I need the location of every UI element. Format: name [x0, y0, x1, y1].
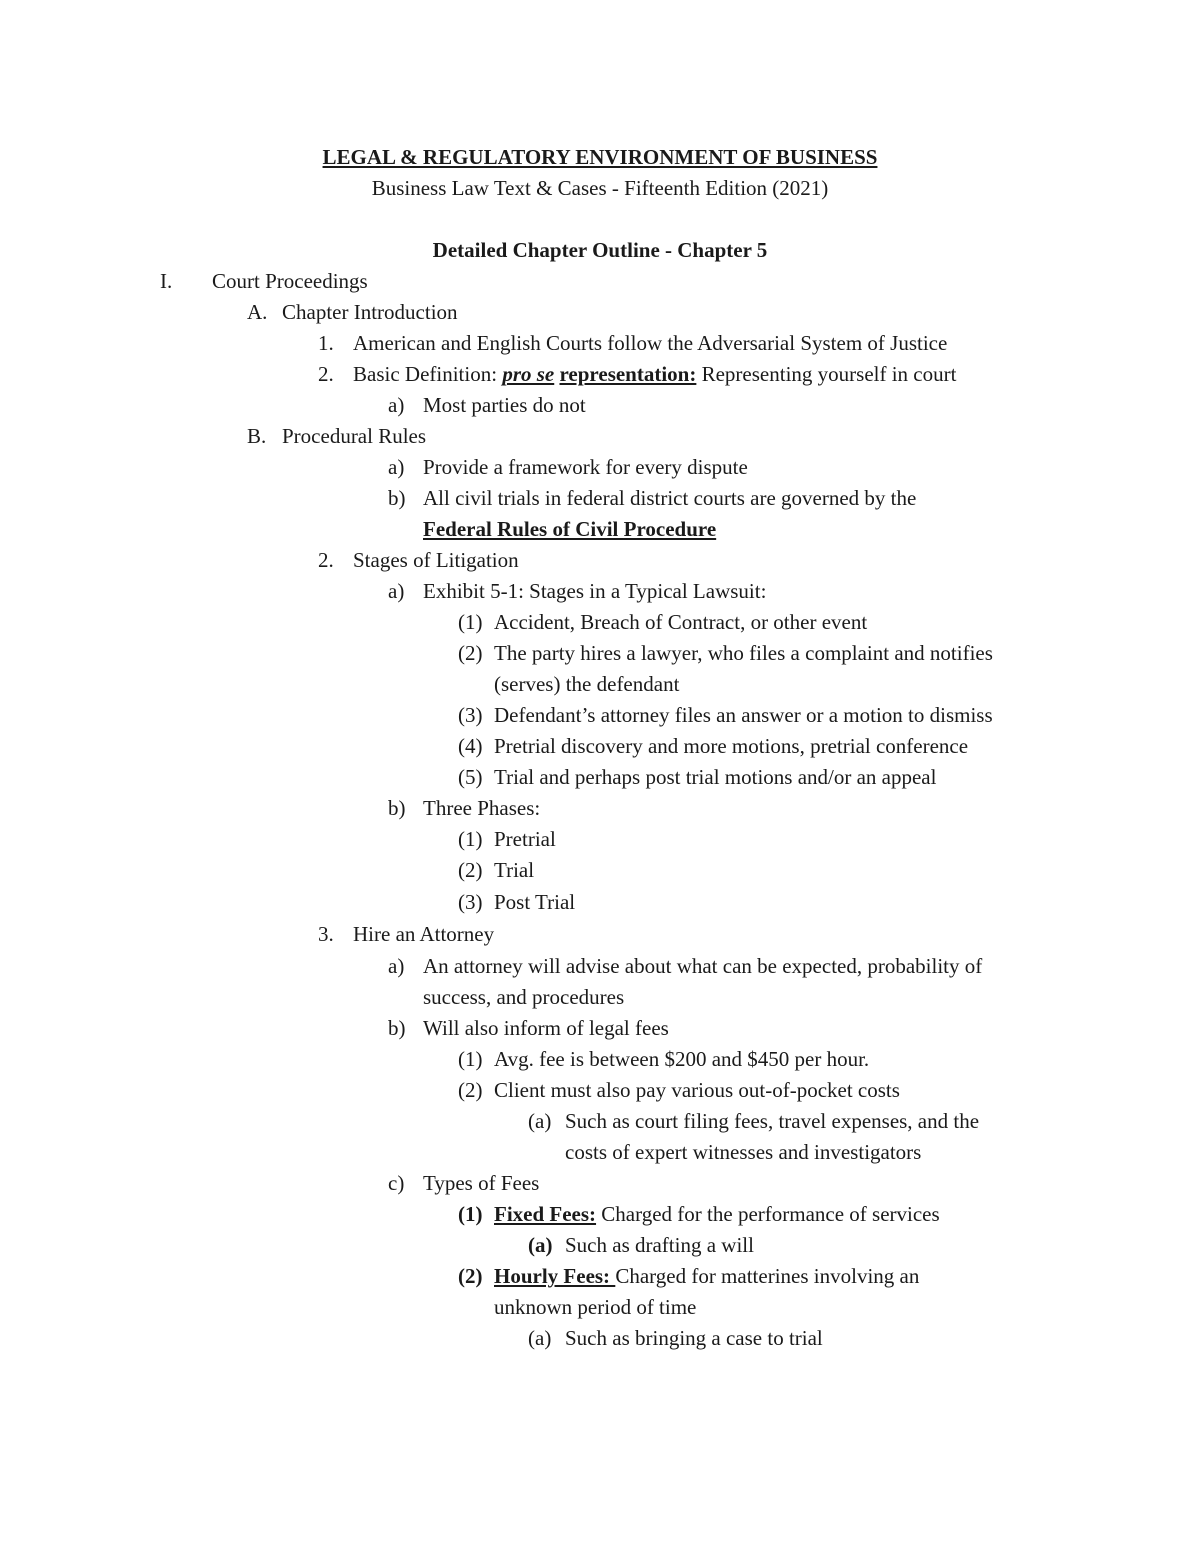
term-pro-se: pro se: [502, 362, 555, 386]
term-representation: representation:: [559, 362, 697, 386]
outline-marker: A.: [247, 300, 268, 324]
outline-text: Types of Fees: [423, 1171, 540, 1195]
outline-text: Pretrial: [494, 827, 556, 851]
outline-marker: B.: [247, 424, 267, 448]
outline-text: Trial and perhaps post trial motions and/or an appeal: [494, 765, 937, 789]
outline-marker: (1): [458, 1202, 483, 1226]
outline-marker: c): [388, 1171, 405, 1195]
outline-text: Will also inform of legal fees: [423, 1016, 669, 1040]
outline-text: unknown period of time: [494, 1295, 697, 1319]
outline-text: Defendant’s attorney files an answer or a motion to dismiss: [494, 703, 993, 727]
outline-marker: b): [388, 486, 406, 510]
outline-text: The party hires a lawyer, who files a complaint and notifies: [494, 641, 993, 665]
outline-text: Such as bringing a case to trial: [565, 1326, 823, 1350]
outline-marker: 2.: [318, 362, 334, 386]
outline-marker: (a): [528, 1326, 552, 1350]
outline-marker: (3): [458, 890, 483, 914]
outline-marker: a): [388, 393, 405, 417]
outline-marker: (3): [458, 703, 483, 727]
outline-marker: (2): [458, 1078, 483, 1102]
term-federal-rules: Federal Rules of Civil Procedure: [423, 517, 717, 541]
outline-marker: a): [388, 954, 405, 978]
definition-text: Charged for matterines involving an: [615, 1264, 920, 1288]
outline-text: Client must also pay various out-of-pocket costs: [494, 1078, 900, 1102]
outline-marker: (2): [458, 1264, 483, 1288]
outline-text: Three Phases:: [423, 796, 541, 820]
outline-text: Most parties do not: [423, 393, 586, 417]
definition-text: Representing yourself in court: [696, 362, 957, 386]
outline-marker: b): [388, 796, 406, 820]
outline-text: Exhibit 5-1: Stages in a Typical Lawsuit:: [423, 579, 767, 603]
outline-marker: b): [388, 1016, 406, 1040]
outline-text: costs of expert witnesses and investigators: [565, 1140, 922, 1164]
definition-text: Charged for the performance of services: [596, 1202, 940, 1226]
outline-text: Such as drafting a will: [565, 1233, 754, 1257]
outline-marker: (1): [458, 827, 483, 851]
outline-marker: (2): [458, 858, 483, 882]
document-subtitle: Business Law Text & Cases - Fifteenth Edition (2021): [371, 176, 829, 200]
outline-marker: a): [388, 455, 405, 479]
outline-text: Post Trial: [494, 890, 576, 914]
outline-text: Procedural Rules: [282, 424, 427, 448]
outline-marker: (2): [458, 641, 483, 665]
outline-text: Provide a framework for every dispute: [423, 455, 748, 479]
outline-marker: I.: [160, 269, 173, 293]
outline-marker: 3.: [318, 922, 334, 946]
outline-text: [494, 1200, 940, 1228]
outline-text: Such as court filing fees, travel expenses, and the: [565, 1109, 980, 1133]
outline-text: Court Proceedings: [212, 269, 368, 293]
outline-text: Pretrial discovery and more motions, pretrial conference: [494, 734, 969, 758]
outline-marker: (1): [458, 1047, 483, 1071]
outline-marker: 1.: [318, 331, 334, 355]
outline-text: [353, 360, 956, 388]
outline-marker: (4): [458, 734, 483, 758]
outline-text: Hire an Attorney: [353, 922, 495, 946]
outline-marker: (a): [528, 1109, 552, 1133]
document-title: LEGAL & REGULATORY ENVIRONMENT OF BUSINESS: [322, 145, 878, 169]
outline-marker: (a): [528, 1233, 553, 1257]
outline-text: Stages of Litigation: [353, 548, 519, 572]
outline-text: An attorney will advise about what can be expected, probability of: [423, 954, 983, 978]
outline-text: American and English Courts follow the Adversarial System of Justice: [353, 331, 948, 355]
outline-marker: a): [388, 579, 405, 603]
definition-prefix: Basic Definition:: [353, 362, 503, 386]
outline-marker: (5): [458, 765, 483, 789]
outline-text: [494, 1262, 919, 1290]
outline-marker: (1): [458, 610, 483, 634]
outline-text: Trial: [494, 858, 535, 882]
outline-text: All civil trials in federal district courts are governed by the: [423, 486, 917, 510]
outline-text: success, and procedures: [423, 985, 625, 1009]
outline-text: (serves) the defendant: [494, 672, 680, 696]
term-hourly-fees: Hourly Fees:: [494, 1264, 616, 1288]
outline-text: Accident, Breach of Contract, or other event: [494, 610, 868, 634]
outline-text: Avg. fee is between $200 and $450 per hour.: [494, 1047, 870, 1071]
outline-text: Chapter Introduction: [282, 300, 458, 324]
outline-marker: 2.: [318, 548, 334, 572]
term-fixed-fees: Fixed Fees:: [494, 1202, 597, 1226]
outline-title: Detailed Chapter Outline - Chapter 5: [432, 238, 768, 262]
